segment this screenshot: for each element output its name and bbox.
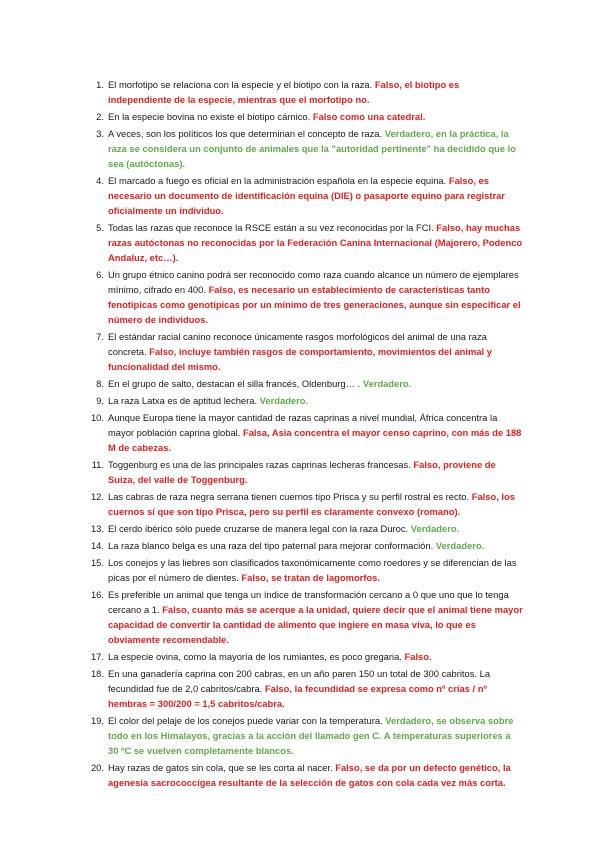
- statement-text: Un grupo étnico canino podrá ser reconocido como raza cuando alcance un número de ejemplares mínimo, cifrado en 400.: [108, 269, 519, 295]
- statement-text: En el grupo de salto, destacan el silla francés, Oldenburg… .: [108, 378, 363, 389]
- item-number: 10.: [90, 412, 104, 423]
- list-item: [88, 376, 523, 391]
- list-item: [88, 109, 523, 124]
- statement-text: El marcado a fuego es oficial en la administración española en la especie equina.: [108, 175, 449, 186]
- list-item: [88, 329, 523, 374]
- answer-text: Verdadero.: [362, 378, 412, 389]
- list-item: [88, 521, 523, 536]
- statement-text: El cerdo ibérico sólo puede cruzarse de manera legal con la raza Duroc.: [108, 523, 411, 534]
- answer-text: Falso, es necesario un documento de identificación equina (DIE) o pasaporte equino para registrar oficialmente un individuo.: [108, 175, 505, 216]
- statement-text: Es preferible un animal que tenga un índice de transformación cercano a 0 que uno que lo tenga cercano a 1.: [108, 589, 509, 615]
- statement-text: Toggenburg es una de las principales razas caprinas lecheras francesas.: [108, 459, 414, 470]
- list-item: [88, 538, 523, 553]
- answer-text: Falso, proviene de Suiza, del valle de Toggenburg.: [108, 459, 496, 485]
- statement-text: A veces, son los políticos los que determinan el concepto de raza.: [108, 128, 385, 139]
- item-number: 13.: [90, 523, 104, 534]
- list-item: [88, 393, 523, 408]
- list-item: [88, 267, 523, 327]
- statement-text: La especie ovina, como la mayoría de los rumiantes, es poco gregaria.: [108, 651, 405, 662]
- answer-text: Falso, incluye también rasgos de comportamiento, movimientos del animal y funcionalidad del mismo.: [108, 346, 492, 372]
- item-number: 11.: [91, 459, 104, 470]
- answer-text: Falso, se tratan de lagomorfos.: [241, 572, 380, 583]
- statement-text: Las cabras de raza negra serrana tienen cuernos tipo Prisca y su perfil rostral es recto.: [108, 491, 472, 502]
- item-number: 14.: [90, 540, 104, 551]
- question-list: [88, 77, 523, 792]
- list-item: [88, 77, 523, 107]
- statement-text: Todas las razas que reconoce la RSCE están a su vez reconocidas por la FCI.: [108, 222, 437, 233]
- answer-text: Verdadero.: [435, 540, 485, 551]
- list-item: [88, 457, 523, 487]
- statement-text: El color del pelaje de los conejos puede variar con la temperatura.: [108, 715, 386, 726]
- answer-text: Falso, el biotipo es independiente de la especie, mientras que el morfotipo no.: [108, 79, 460, 105]
- list-item: [88, 713, 523, 758]
- answer-text: Falso, hay muchas razas autóctonas no reconocidas por la Federación Canina Internacional (Majorero, Podenco Andaluz, etc…).: [108, 222, 523, 263]
- answer-text: Falso, se da por un defecto genético, la agenesia sacrococcígea resultante de la selección de gatos con cola cada vez más corta.: [108, 762, 511, 788]
- list-item: [88, 410, 523, 455]
- statement-text: Los conejos y las liebres son clasificados taxonómicamente como roedores y se diferencian de las picas por el número de dientes.: [108, 557, 517, 583]
- statement-text: En la especie bovina no existe el biotipo cárnico.: [108, 111, 313, 122]
- statement-text: El morfotipo se relaciona con la especie y el biotipo con la raza.: [108, 79, 375, 90]
- statement-text: El estándar racial canino reconoce únicamente rasgos morfológicos del animal de una raza concreta.: [108, 331, 487, 357]
- list-item: [88, 555, 523, 585]
- list-item: [88, 666, 523, 711]
- item-number: 1.: [96, 79, 104, 90]
- item-number: 5.: [96, 222, 104, 233]
- item-number: 19.: [90, 715, 104, 726]
- list-item: [88, 489, 523, 519]
- item-number: 9.: [96, 395, 104, 406]
- item-number: 6.: [96, 269, 104, 280]
- item-number: 7.: [96, 331, 104, 342]
- statement-text: La raza Latxa es de aptitud lechera.: [108, 395, 260, 406]
- answer-text: Falso.: [404, 651, 432, 662]
- answer-text: Falso, cuanto más se acerque a la unidad, quiere decir que el animal tiene mayor capacidad de convertir la cantidad de alimento que ingiere en masa viva, lo que es obviamente recomendable.: [108, 604, 523, 645]
- answer-text: Falso como una catedral.: [312, 111, 426, 122]
- item-number: 20.: [90, 762, 104, 773]
- list-item: [88, 760, 523, 790]
- answer-text: Verdadero, se observa sobre todo en los Himalayos, gracias a la acción del llamado gen C. A temperaturas superiores a 30 ºC se vuelven completamente blancos.: [108, 715, 514, 756]
- answer-text: Verdadero.: [259, 395, 309, 406]
- list-item: [88, 587, 523, 647]
- list-item: [88, 649, 523, 664]
- list-item: [88, 126, 523, 171]
- statement-text: La raza blanco belga es una raza del tipo paternal para mejorar conformación.: [108, 540, 436, 551]
- item-number: 2.: [96, 111, 104, 122]
- answer-text: Verdadero.: [410, 523, 460, 534]
- item-number: 17.: [90, 651, 104, 662]
- item-number: 8.: [96, 378, 104, 389]
- statement-text: Hay razas de gatos sin cola, que se les corta al nacer.: [108, 762, 336, 773]
- item-number: 15.: [90, 557, 104, 568]
- item-number: 3.: [96, 128, 104, 139]
- answer-text: Verdadero, en la práctica, la raza se considera un conjunto de animales que la "autoridad pertinente" ha decidido que lo sea (autóctonas).: [108, 128, 516, 169]
- item-number: 16.: [90, 589, 104, 600]
- list-item: [88, 220, 523, 265]
- answer-text: Falso, la fecundidad se expresa como nº crías / nº hembras = 300/200 = 1,5 cabritos/cabra.: [108, 683, 487, 709]
- answer-text: Falso, los cuernos sí que son tipo Prisca, pero su perfil es claramente convexo (romano).: [108, 491, 515, 517]
- item-number: 18.: [90, 668, 104, 679]
- item-number: 4.: [96, 175, 104, 186]
- list-item: [88, 173, 523, 218]
- answer-text: Falsa, Asia concentra el mayor censo caprino, con más de 188 M de cabezas.: [108, 427, 522, 453]
- item-number: 12.: [90, 491, 104, 502]
- statement-text: En una ganadería caprina con 200 cabras, en un año paren 150 un total de 300 cabritos. La fecundidad fue de 2,0 cabritos/cabra.: [108, 668, 491, 694]
- answer-text: Falso, es necesario un establecimiento de características tanto fenotípicas como genotípicas por un mínimo de tres generaciones, aunque sin especificar el número de individuos.: [108, 284, 521, 325]
- statement-text: Aunque Europa tiene la mayor cantidad de razas caprinas a nivel mundial, África concentra la mayor población caprina global.: [108, 412, 498, 438]
